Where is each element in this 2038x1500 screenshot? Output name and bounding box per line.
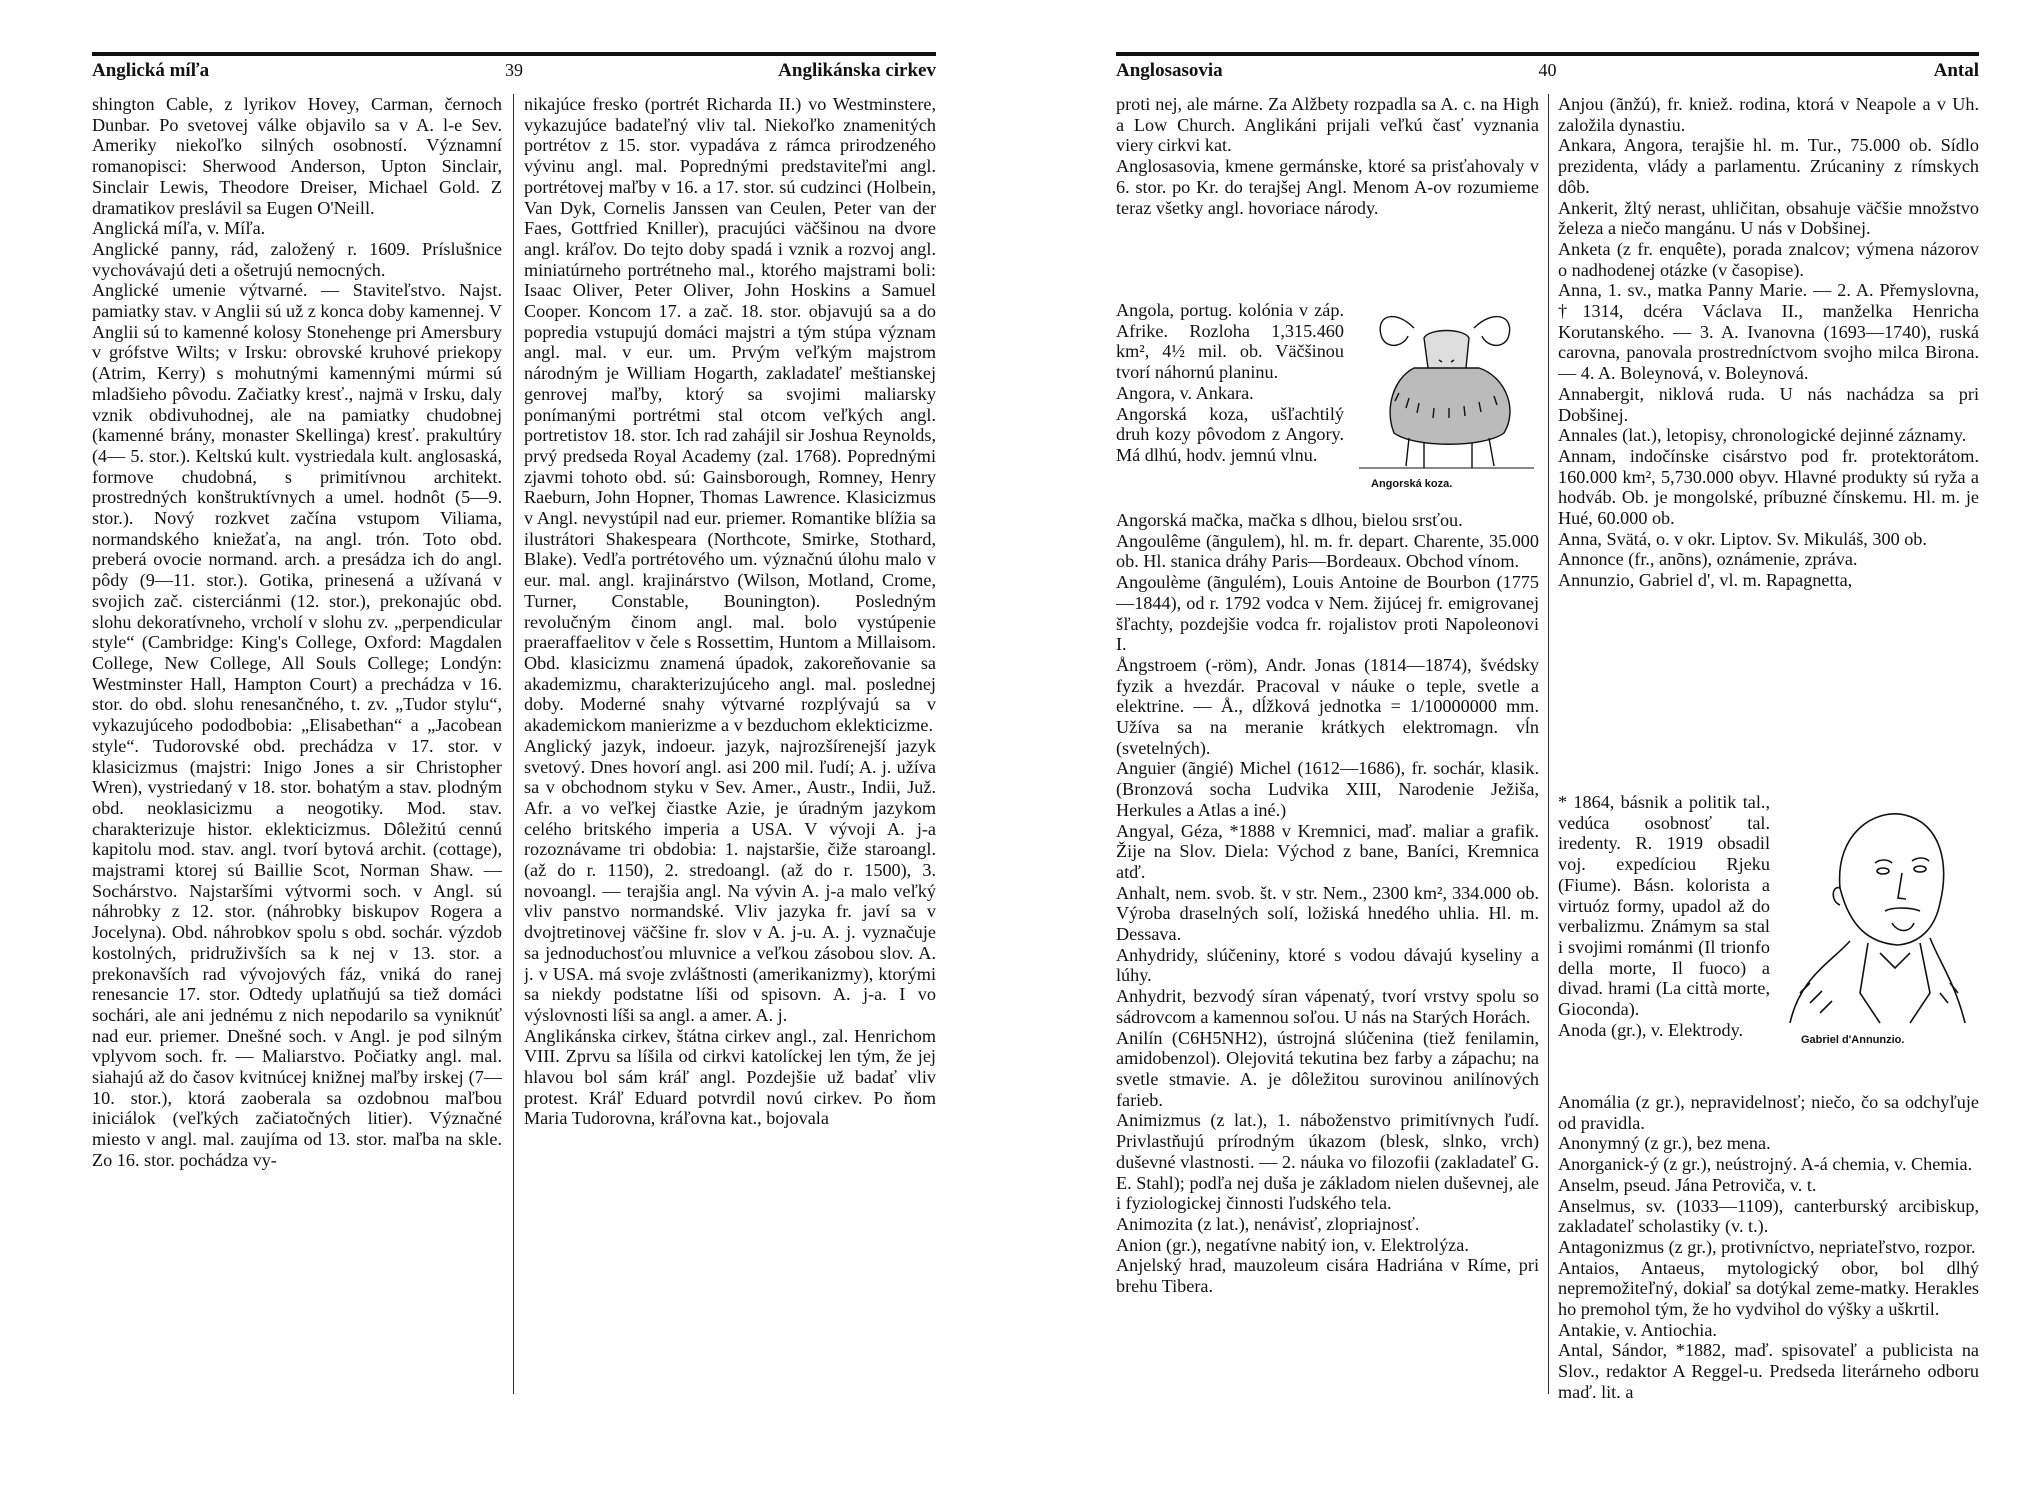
column-divider [513, 94, 514, 1394]
header-left-term: Anglosasovia [1116, 60, 1223, 81]
header-rule [92, 52, 936, 56]
left-page [92, 48, 936, 1448]
page-header [92, 48, 936, 88]
page-number: 39 [505, 60, 523, 80]
text-column-1-bottom: Angorská mačka, mačka s dlhou, bielou srsťou. Angoulême (ãngulem), hl. m. fr. depart. Charente, 35.000 ob. Hl. stanica dráhy Paris—Bordeaux. Obchod vínom. Angoulème (ãngulém), Louis Antoine de Bourbon (1775—1844), od r. 1792 vodca v Nem. žijúcej fr. emigrovanej šľachty, pozdejšie vodca fr. rojalistov proti Napoleonovi I. Ångstroem (-röm), Andr. Jonas (1814—1874), švédsky fyzik a hvezdár. Pracoval v náuke o teple, svetle a elektrine. — Å., dĺžková jednotka = 1/10000000 mm. Užíva sa na meranie krátkych elektromagn. vĺn (svetelných). Anguier (ãngié) Michel (1612—1686), fr. sochár, klasik. (Bronzová socha Ludvika XIII, Narodenie Ježiša, Herkules a Atlas a iné.) Angyal, Géza, *1888 v Kremnici, maď. maliar a grafik. Žije na Slov. Diela: Východ z bane, Baníci, Kremnica atď. Anhalt, nem. svob. št. v str. Nem., 2300 km², 334.000 ob. Výroba draselných solí, ložiská hnedého uhlia. Hl. m. Dessava. Anhydridy, slúčeniny, ktoré s vodou dávajú kyseliny a lúhy. Anhydrit, bezvodý síran vápenatý, tvorí vrstvy spolu so sádrovcom a kamennou soľou. U nás na Starých Horách. Anilín (C6H5NH2), ústrojná slúčenina (tiež fenilamin, amidobenzol). Olejovitá tekutina bez farby a zápachu; na svetle stmavie. A. je dôležitou surovinou anilínových farieb. Animizmus (z lat.), 1. náboženstvo primitívnych ľudí. Privlastňujú prírodným úkazom (blesk, slnko, vrch) duševné vlastnosti. — 2. náuka vo filozofii (zakladateľ G. E. Stahl); podľa nej duša je základom nielen duševnej, ale i fyziologickej činnosti ľudského tela. Animozita (z lat.), nenávisť, zlopriajnosť. Anion (gr.), negatívne nabitý ion, v. Elektrolýza. Anjelský hrad, mauzoleum cisára Hadriána v Ríme, pri brehu Tibera. [1116, 510, 1539, 1297]
page-number: 40 [1538, 60, 1557, 80]
header-right-term: Anglikánska cirkev [778, 60, 936, 81]
text-column-1: shington Cable, z lyrikov Hovey, Carman, černoch Dunbar. Po svetovej válke objavilo sa v A. l-e Sev. Ameriky niekoľko silných osobností. Významní romanopisci: Sherwood Anderson, Upton Sinclair, Sinclair Lewis, Theodore Dreiser, Michael Gold. Z dramatikov preslávil sa Eugen O'Neill. Anglická míľa, v. Míľa. Anglické panny, rád, založený r. 1609. Príslušnice vychovávajú deti a ošetrujú nemocných. Anglické umenie výtvarné. — Staviteľstvo. Najst. pamiatky stav. v Anglii sú už z konca doby kamennej. V Anglii sú to kamenné kolosy Stonehenge pri Amersbury v grófstve Wilts; v Irsku: obrovské kruhové priekopy (Atrim, Kerry) s mohutnými kamennými múrmi sú mladšieho pôvodu. Začiatky kresť., najmä v Irsku, daly vznik obdivuhodnej, ale na pamiatky chudobnej (kamenné brány, monaster Skellinga) kresť. prakultúry (4— 5. stor.). Keltskú kult. vystriedala kult. anglosaská, formove chudobná, s primitívnou architekt. prostredných konštruktívnych a umel. hodnôt (5—9. stor.). Nový rozkvet začína vstupom Viliama, normandského kniežaťa, na angl. trón. Toto obd. preberá ovocie normand. arch. a presádza ich do angl. pôdy (9—11. stor.). Gotika, prinesená a užívaná v svojich zač. cisterciánmi (12. stor.), prekonajúc obd. slohu dekoratívneho, vrcholí v slohu zv. „perpendicular style“ (Cambridge: King's College, Oxford: Magdalen College, New College, All Souls College; Londýn: Westminster Hall, Hampton Court) a prechádza v 16. stor. do obd. slohu renesančného, t. zv. „Tudor stylu“, vykazujúceho pododbobia: „Elisabethan“ a „Jacobean style“. Tudorovské obd. prechádza v 17. stor. v klasicizmus (majstri: Inigo Jones a sir Christopher Wren), vystriedaný v 18. stor. bohatým a stav. plodným obd. neoklasicizmu a neogotiky. Mod. stav. charakterizuje histor. eklekticizmus. Dôležitú cennú kapitolu mod. stav. angl. tvorí bytová archit. (cottage), majstrami ktorej sú Baillie Scot, Norman Shaw. — Sochárstvo. Najstaršími výtvormi soch. v Angl. sú náhrobky z 12. stor. (náhrobky biskupov Rogera a Jocelyna). Obd. náhrobkov spolu s obd. sochár. výzdob kostolných, pridruživších sa k nej v 13. stor. a prekonavších rad vývojových fáz, vniká do ranej renesancie 17. stor. Odtedy uplatňujú sa tiež domáci sochári, ale ani jednému z nich nepodarilo sa vyniknúť nad eur. priemer. Dnešné soch. v Angl. je pod silným vplyvom soch. fr. — Maliarstvo. Počiatky angl. mal. siahajú až do časov kvitnúcej knižnej maľby irskej (7—10. stor.), ktorá zaoberala sa ozdobnou maľbou iniciálok (veľkých začiatočných litier). Význačné miesto v angl. mal. zaujíma od 13. stor. maľba na skle. Zo 16. stor. pochádza vy- [92, 94, 502, 1170]
column-divider [1548, 94, 1549, 1394]
text-column-2-bottom: Anomália (z gr.), nepravidelnosť; niečo, čo sa odchyľuje od pravidla. Anonymný (z gr.), bez mena. Anorganick-ý (z gr.), neústrojný. A-á chemia, v. Chemia. Anselm, pseud. Jána Petroviča, v. t. Anselmus, sv. (1033—1109), canterburský arcibiskup, zakladateľ scholastiky (v. t.). Antagonizmus (z gr.), protivníctvo, nepriateľstvo, rozpor. Antaios, Antaeus, mytologický obor, bol dlhý nepremožiteľný, dokiaľ sa dotýkal zeme-matky. Herakles ho premohol tým, že ho vydvihol do výšky a uškrtil. Antakie, v. Antiochia. Antal, Sándor, *1882, maď. spisovateľ a publicista na Slov., redaktor A Reggel-u. Predseda literárneho odboru maď. lit. a [1558, 1092, 1979, 1402]
page-header [1116, 48, 1979, 88]
text-column-1-top: proti nej, ale márne. Za Alžbety rozpadla sa A. c. na High a Low Church. Anglikáni prijali veľkú časť vyznania viery cirkvi kat. Anglosasovia, kmene germánske, ktoré sa prisťahovaly v 6. stor. po Kr. do terajšej Angl. Menom A-ov rozumieme teraz všetky angl. hovoriace národy. [1116, 94, 1539, 218]
goat-caption: Angorská koza. [1371, 478, 1453, 490]
text-column-2-top: Anjou (ãnžú), fr. kniež. rodina, ktorá v Neapole a v Uh. založila dynastiu. Ankara, Angora, terajšie hl. m. Tur., 75.000 ob. Sídlo prezidenta, vlády a parlamentu. Zrúcaniny z rímskych dôb. Ankerit, žltý nerast, uhličitan, obsahuje väčšie množstvo železa a niečo mangánu. U nás v Dobšinej. Anketa (z fr. enquête), porada znalcov; výmena názorov o nadhodenej otázke (v časopise). Anna, 1. sv., matka Panny Marie. — 2. A. Přemyslovna, †1314, dcéra Václava II., manželka Henricha Korutanského. — 3. A. Ivanovna (1693—1740), ruská carovna, panovala prostredníctvom svojho milca Birona. — 4. A. Boleynová, v. Boleynová. Annabergit, niklová ruda. U nás nachádza sa pri Dobšinej. Annales (lat.), letopisy, chronologické dejinné záznamy. Annam, indočínske cisárstvo pod fr. protektorátom. 160.000 km², 5,730.000 obyv. Hlavné produkty sú ryža a hodváb. Ob. je mongolské, príbuzné čínskemu. Hl. m. je Hué, 60.000 ob. Anna, Svätá, o. v okr. Liptov. Sv. Mikuláš, 300 ob. Annonce (fr., anõns), oznámenie, zpráva. Annunzio, Gabriel d', vl. m. Rapagnetta, [1558, 94, 1979, 591]
text-column-2: nikajúce fresko (portrét Richarda II.) vo Westminstere, vykazujúce badateľný vliv tal. Niekoľko znamenitých portrétov z 15. stor. vypadáva z rámca prirodzeného vývinu angl. mal. Poprednými predstaviteľmi angl. portrétovej maľby v 16. a 17. stor. sú cudzinci (Holbein, Van Dyk, Cornelis Janssen van Ceulen, Peter van der Faes, Gottfried Kniller), pracujúci väčšinou na dvore angl. kráľov. Do tejto doby spadá i vznik a rozvoj angl. miniatúrneho portrétneho mal., ktorého majstrami boli: Isaac Oliver, Peter Oliver, John Hoskins a Samuel Cooper. Koncom 17. a zač. 18. stor. objavujú sa a do popredia vstupujú domáci majstri a tým stúpa význam angl. mal. v eur. um. Prvým veľkým majstrom národným je William Hogarth, zakladateľ meštianskej genrovej maľby, ktorý sa svojimi maliarsky ponímanými portrétmi stal otcom veľkých angl. portretistov 18. stor. Ich rad zahájil sir Joshua Reynolds, prvý predseda Royal Academy (zal. 1768). Poprednými zjavmi tohoto obd. sú: Gainsborough, Romney, Henry Raeburn, John Hopner, Thomas Lawrence. Klasicizmus v Angl. nevystúpil nad eur. priemer. Romantike blížia sa ilustrátori Shakespeara (Northcote, Smirke, Stothard, Blake). Vedľa portrétového um. význačnú úlohu malo v eur. mal. angl. krajinárstvo (Wilson, Motland, Crome, Turner, Constable, Bounington). Posledným revolučným činom angl. mal. bolo vystúpenie praeraffaelitov v čele s Rossettim, Huntom a Millaisom. Obd. klasicizmu znamená úpadok, zakoreňovanie sa akademizmu, charakterizujúceho angl. mal. poslednej doby. Moderné snahy výtvarné rozplývajú sa v akademickom manierizme a v bezduchom eklekticizme. Anglický jazyk, indoeur. jazyk, najrozšírenejší jazyk svetový. Dnes hovorí angl. asi 200 mil. ľudí; A. j. užíva sa v obchodnom styku v Sev. Amer., Austr., Indii, Juž. Afr. a vo veľkej čiastke Azie, je úradným jazykom celého britského imperia a USA. V vývoji A. j-a rozoznávame tri obdobia: 1. najstaršie, čiže staroangl. (až do r. 1150), 2. stredoangl. (až do r. 1500), 3. novoangl. — terajšia angl. Na vývin A. j-a malo veľký vliv panstvo normandské. Vliv jazyka fr. javí sa v dvojtretinovej väčšine fr. slov v A. j-u. A. j. vyznačuje sa jednoduchosťou mluvnice a veľkou zásobou slov. A. j. v USA. má svoje zvláštnosti (amerikanizmy), ktorými sa niekdy podstatne líši od spisovn. A. j-a. I vo výslovnosti líši sa angl. a amer. A. j. Anglikánska cirkev, štátna cirkev angl., zal. Henrichom VIII. Zprvu sa líšila od cirkvi katolíckej len tým, že jej hlavou bol sám kráľ angl. Pozdejšie už badať vliv protest. Kráľ Eduard potvrdil novú cirkev. Po ňom Maria Tudorovna, kráľovna kat., bojovala [524, 94, 936, 1129]
angora-goat-illustration [1354, 298, 1539, 478]
header-right-term: Antal [1933, 60, 1979, 81]
portrait-caption: Gabriel d'Annunzio. [1801, 1034, 1905, 1046]
right-page [1116, 48, 1979, 1448]
text-column-1-figure-wrap: Angola, portug. kolónia v záp. Afrike. Rozloha 1,315.460 km², 4½ mil. ob. Väčšinou tvorí náhornú planinu. Angora, v. Ankara. Angorská koza, ušľachtilý druh kozy pôvodom z Angory. Má dlhú, hodv. jemnú vlnu. [1116, 300, 1344, 465]
dannunzio-portrait [1780, 793, 1975, 1028]
text-column-2-figure-wrap: * 1864, básnik a politik tal., vedúca osobnosť tal. iredenty. R. 1919 obsadil voj. expedíciou Rjeku (Fiume). Básn. koloristа a virtuóz formy, upadol až do verbalizmu. Známym sa stal i svojimi románmi (Il trionfo della morte, Il fuoco) a divad. hrami (La città morte, Gioconda). Anoda (gr.), v. Elektrody. [1558, 792, 1770, 1040]
header-left-term: Anglická míľa [92, 60, 210, 81]
header-rule [1116, 52, 1979, 56]
